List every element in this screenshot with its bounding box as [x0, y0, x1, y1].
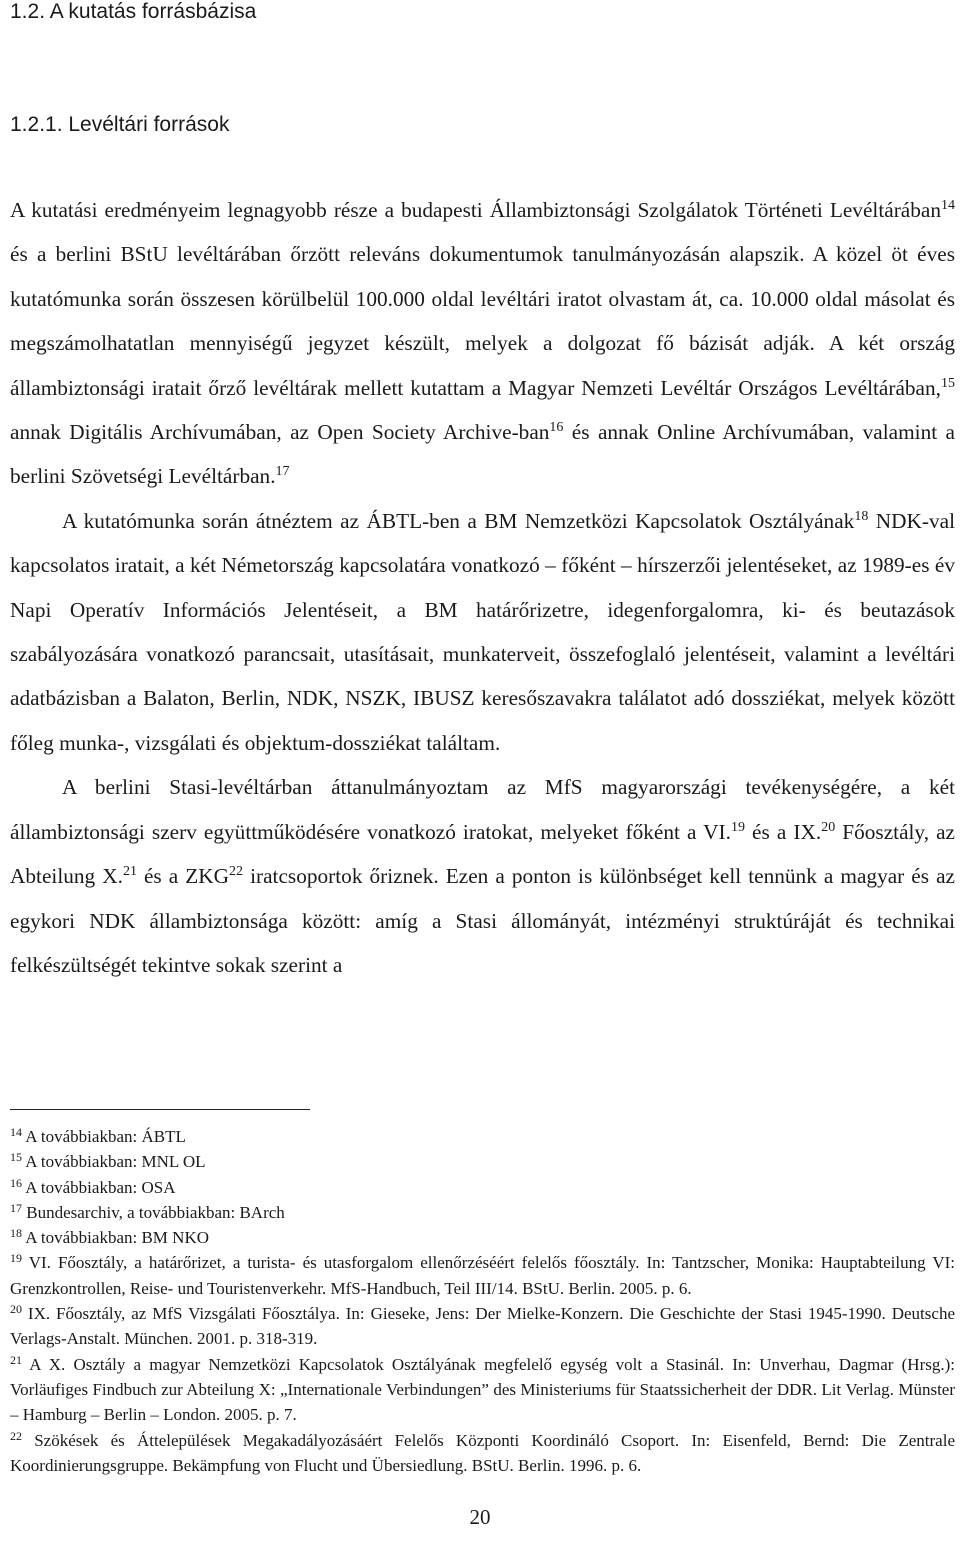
footnote-separator: [10, 1109, 310, 1110]
footnote-ref[interactable]: 14: [941, 198, 955, 213]
footnote-number: 17: [10, 1200, 22, 1215]
body-text: [10, 188, 955, 987]
footnote-number: 14: [10, 1125, 22, 1139]
footnote-number: 19: [10, 1251, 22, 1266]
paragraph-2: A kutatómunka során átnéztem az ÁBTL-ben a BM Nemzetközi Kapcsolatok Osztályának$^{18}$ NDK-val kapcsolatos iratait, a két Németország kapcsolatára vonatkozó – főként – hírszerzői jelentéseket, az 1989-es év Napi Operatív Információs Jelentéseit, a BM határőrizetre, idegenforgalomra, ki- és beutazások szabályozására vonatkozó parancsait, utasításait, munkaterveit, összefoglaló jelentéseit, valamint a levéltári adatbázisban a Balaton, Berlin, NDK, NSZK, IBUSZ keresőszavakra találatot adó dossziékat, melyek között főleg munka-, vizsgálati és objektum-dossziékat találtam.: [10, 508, 956, 755]
footnote: $^{16}$ A továbbiakban: OSA: [10, 1175, 176, 1197]
footnote-ref[interactable]: 21: [122, 864, 137, 880]
footnotes: [10, 1124, 955, 1478]
footnote: $^{21}$ A X. Osztály a magyar Nemzetközi Kapcsolatok Osztályának megfelelő egység volt a Stasinál. In: Unverhau, Dagmar (Hrsg.): Vorläufiges Findbuch zur Abteilung X: „Internationale Verbindungen” des Ministeriums für Staatssicherheit der DDR. Lit Verlag. Münster – Hamburg – Berlin – London. 2005. p. 7.: [10, 1352, 955, 1425]
footnote-ref[interactable]: 17: [275, 464, 290, 480]
footnote-ref[interactable]: 19: [730, 819, 745, 835]
footnote-number: 16: [10, 1175, 22, 1190]
footnote: $^{14}$ A továbbiakban: ÁBTL: [10, 1125, 186, 1146]
section-heading: 1.2. A kutatás forrásbázisa: [10, 0, 257, 23]
footnote-ref[interactable]: 16: [549, 420, 564, 436]
footnote: $^{20}$ IX. Főosztály, az MfS Vizsgálati Főosztálya. In: Gieseke, Jens: Der Mielke-Konzern. Die Geschichte der Stasi 1945-1990. Deutsche Verlags-Anstalt. München. 2001. p. 318-319.: [10, 1302, 955, 1349]
footnote-ref[interactable]: 20: [821, 819, 836, 835]
page-number: 20: [469, 1505, 491, 1529]
footnote: $^{18}$ A továbbiakban: BM NKO: [10, 1226, 209, 1248]
footnote-number: 18: [10, 1226, 22, 1241]
footnote: $^{17}$ Bundesarchiv, a továbbiakban: BArch: [10, 1200, 285, 1222]
paragraph-1: A kutatási eredményeim legnagyobb része a budapesti Állambiztonsági Szolgálatok Történeti Levéltárában$^{14}$ és a berlini BStU levéltárában őrzött releváns dokumentumok tanulmányozásán alapszik. A közel öt éves kutatómunka során összesen körülbelül 100.000 oldal levéltári iratot olvastam át, ca. 10.000 oldal másolat és megszámolhatatlan mennyiségű jegyzet készült, melyek a dolgozat fő bázisát adják. A két ország állambiztonsági iratait őrző levéltárak mellett kutattam a Magyar Nemzeti Levéltár Országos Levéltárában,$^{15}$ annak Digitális Archívumában, az Open Society Archive-ban$^{16}$ és annak Online Archívumában, valamint a berlini Szövetségi Levéltárban.$^{17}$: [10, 198, 955, 489]
footnote: $^{22}$ Szökések és Áttelepülések Megakadályozásáért Felelős Központi Koordináló Csoport. In: Eisenfeld, Bernd: Die Zentrale Koordinierungsgruppe. Bekämpfung von Flucht und Übersiedlung. BStU. Berlin. 1996. p. 6.: [10, 1428, 955, 1475]
footnote-number: 21: [10, 1352, 22, 1367]
footnote-number: 22: [10, 1428, 22, 1443]
footnote-ref[interactable]: 15: [941, 375, 955, 391]
footnote: $^{19}$ VI. Főosztály, a határőrizet, a turista- és utasforgalom ellenőrzéséért felelős főosztály. In: Tantzscher, Monika: Hauptabteilung VI: Grenzkontrollen, Reise- und Touristenverkehr. MfS-Handbuch, Teil III/14. BStU. Berlin. 2005. p. 6.: [10, 1251, 955, 1298]
paragraph-3: A berlini Stasi-levéltárban áttanulmányoztam az MfS magyarországi tevékenységére, a két állambiztonsági szerv együttműködésére vonatkozó iratokat, melyeket főként a VI.$^{19}$ és a IX.$^{20}$ Főosztály, az Abteilung X.$^{21}$ és a ZKG$^{22}$ iratcsoportok őriznek. Ezen a ponton is különbséget kell tennünk a magyar és az egykori NDK állambiztonsága között: amíg a Stasi állományát, intézményi struktúráját és technikai felkészültségét tekintve sokak szerint a: [10, 775, 956, 977]
footnote-ref[interactable]: 22: [229, 864, 244, 880]
footnote-ref[interactable]: 18: [854, 508, 869, 524]
footnote-number: 20: [10, 1302, 22, 1317]
footnote-number: 15: [10, 1150, 22, 1165]
subsection-heading: 1.2.1. Levéltári források: [10, 113, 230, 136]
footnote: $^{15}$ A továbbiakban: MNL OL: [10, 1150, 206, 1172]
